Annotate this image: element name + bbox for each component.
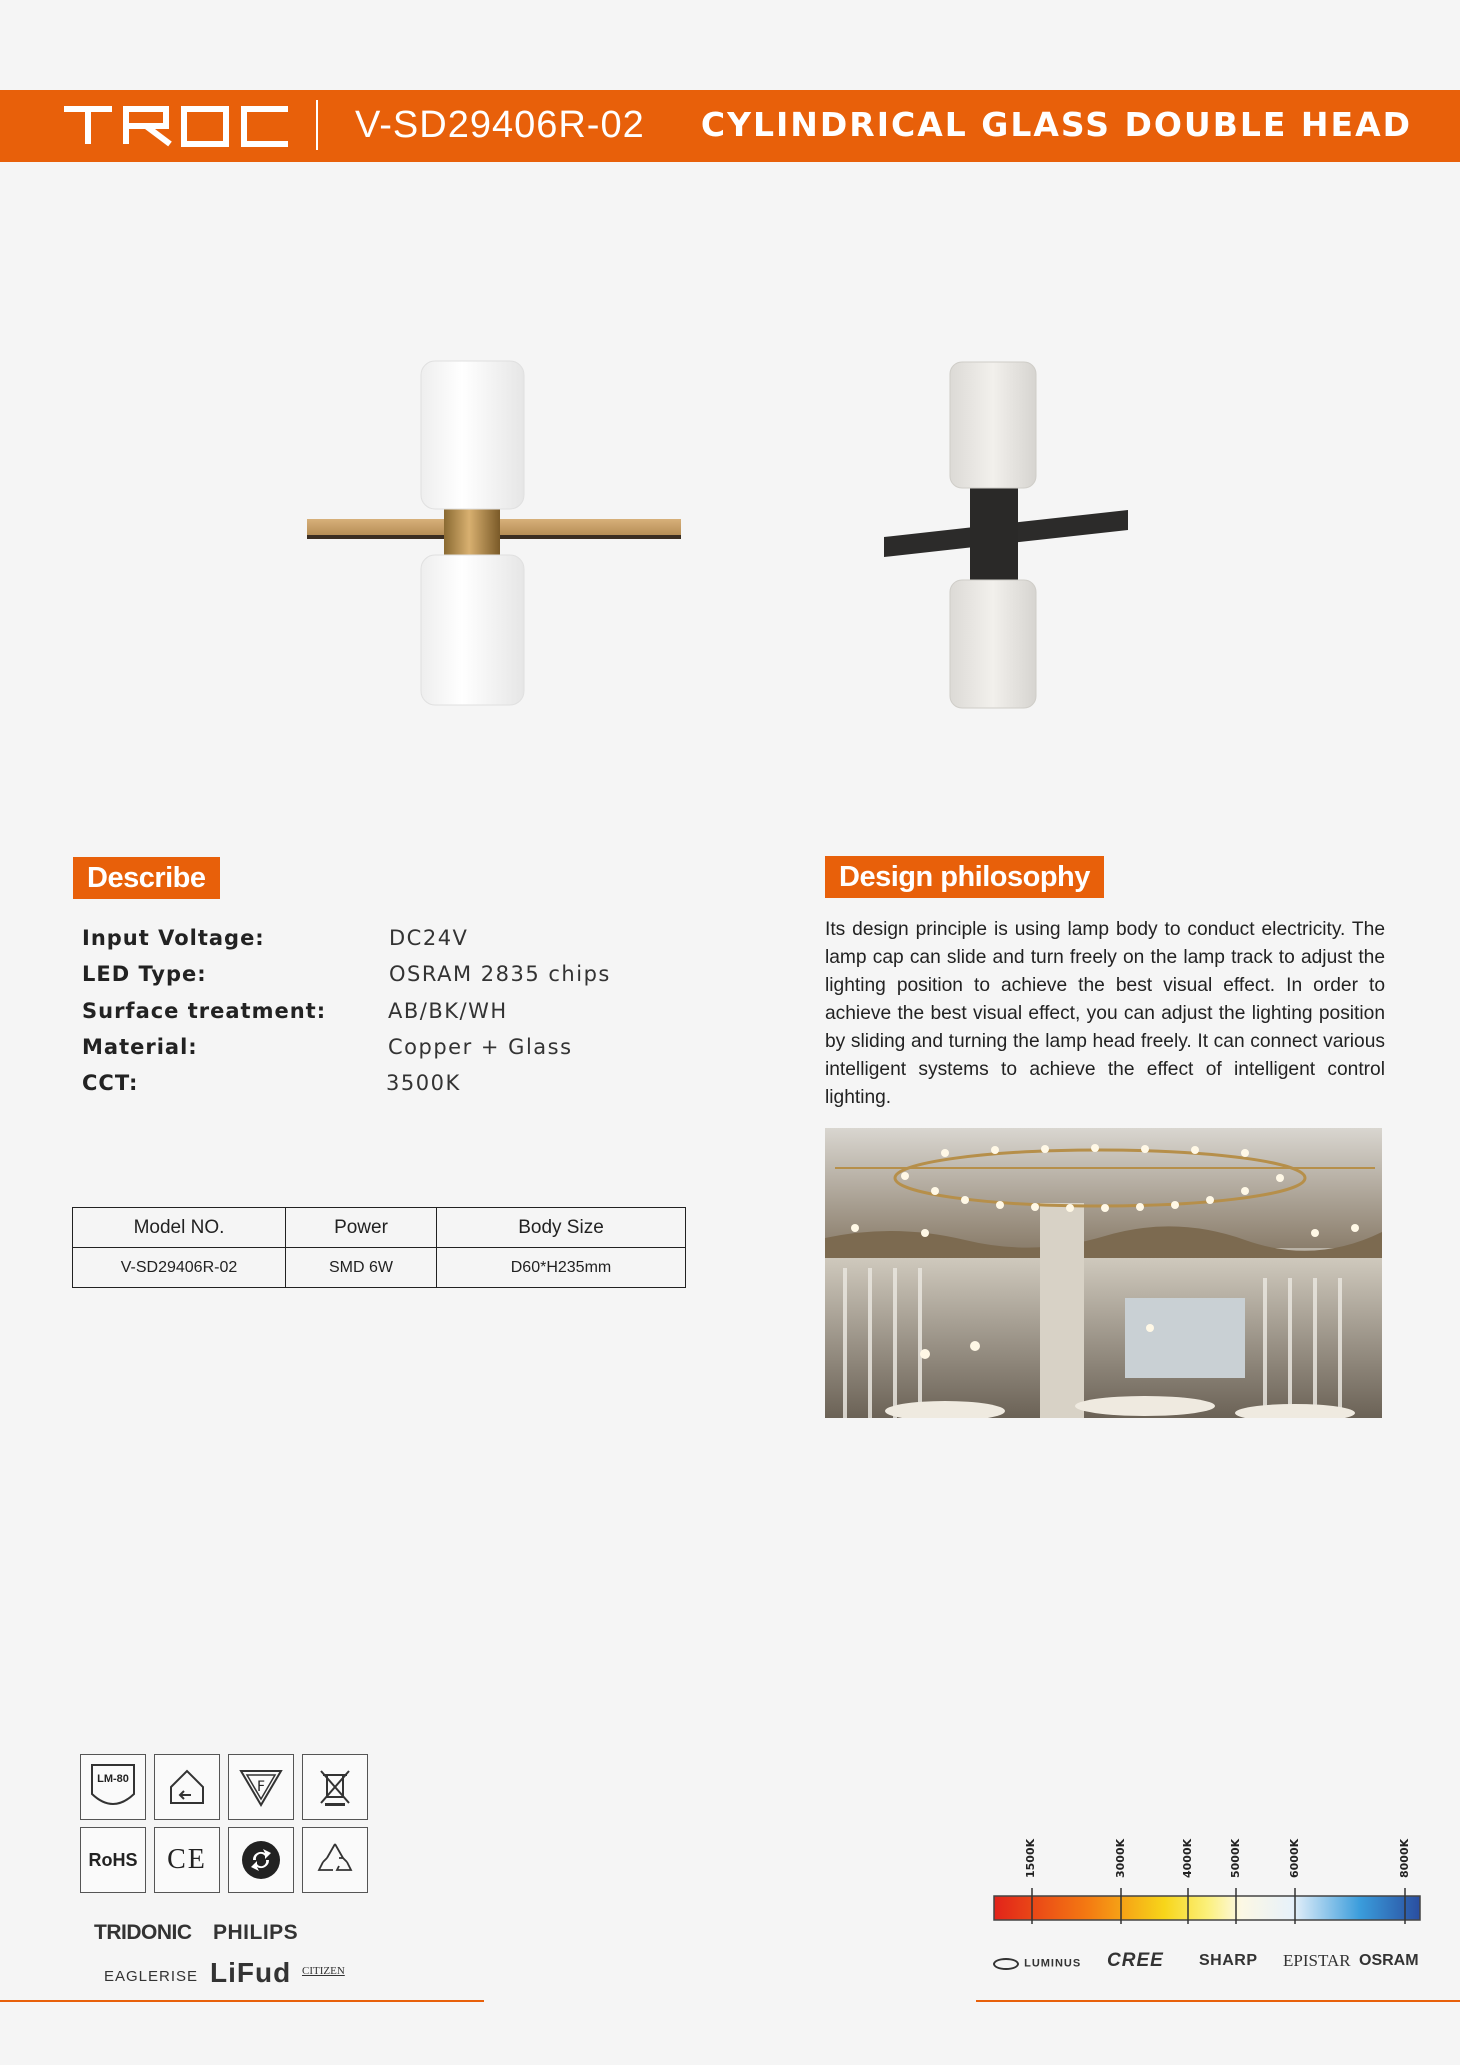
spec-value-led-type: OSRAM 2835 chips <box>389 962 611 986</box>
header-separator <box>316 100 318 150</box>
product-name: CYLINDRICAL GLASS DOUBLE HEAD <box>700 105 1412 144</box>
table-cell-model: V-SD29406R-02 <box>73 1248 286 1288</box>
spec-label-surface: Surface treatment: <box>82 999 327 1023</box>
cct-label-8000k: 8000K <box>1398 1838 1411 1878</box>
svg-text:F: F <box>256 1779 266 1795</box>
table-header-model: Model NO. <box>73 1208 286 1248</box>
cct-label-5000k: 5000K <box>1229 1838 1242 1878</box>
spec-value-input-voltage: DC24V <box>389 926 469 950</box>
brand-lifud: LiFud <box>210 1957 292 1988</box>
cct-label-1500k: 1500K <box>1024 1838 1037 1878</box>
recycle-icon <box>302 1827 368 1893</box>
luminus-swoosh-icon <box>993 1958 1019 1970</box>
rohs-cert-icon <box>80 1827 146 1893</box>
footer-line-left <box>0 2000 484 2002</box>
ce-cert-icon <box>154 1827 220 1893</box>
cct-color-bar <box>990 1882 1424 1930</box>
cct-label-3000k: 3000K <box>1114 1838 1127 1878</box>
footer-line-right <box>976 2000 1460 2002</box>
product-image-brass <box>300 355 690 715</box>
spec-label-led-type: LED Type: <box>82 962 207 986</box>
spec-label-cct: CCT: <box>82 1071 139 1095</box>
table-header-power: Power <box>286 1208 437 1248</box>
design-philosophy-title: Design philosophy <box>825 856 1104 898</box>
brand-luminus <box>993 1953 1081 1972</box>
f-mark-icon <box>228 1754 294 1820</box>
rohs-text: RoHS <box>88 1849 138 1870</box>
ce-text: CE <box>167 1844 207 1875</box>
product-image-black <box>880 360 1140 710</box>
green-dot-icon <box>228 1827 294 1893</box>
spec-label-material: Material: <box>82 1035 198 1059</box>
troc-logo <box>62 104 290 148</box>
header-bar <box>0 90 1460 162</box>
brand-cree: CREE <box>1107 1950 1164 1971</box>
indoor-use-icon <box>154 1754 220 1820</box>
table-row <box>73 1248 686 1288</box>
model-number: V-SD29406R-02 <box>355 104 645 146</box>
cct-label-4000k: 4000K <box>1181 1838 1194 1878</box>
weee-bin-icon <box>302 1754 368 1820</box>
cct-label-6000k: 6000K <box>1288 1838 1301 1878</box>
brand-luminus-text: LUMINUS <box>1024 1957 1082 1970</box>
spec-value-material: Copper + Glass <box>388 1035 573 1059</box>
table-cell-power: SMD 6W <box>286 1248 437 1288</box>
describe-title: Describe <box>73 857 220 899</box>
design-philosophy-text: Its design principle is using lamp body to conduct electricity. The lamp cap can slide and turn freely on the lamp track to adjust the lighting position to achieve the best visual effect. In order to achieve the best visual effect, you can adjust the lighting position by sliding and turning the lamp head freely. It can connect various intelligent systems to achieve the effect of intelligent control lighting. <box>825 919 1385 1108</box>
lm80-cert-icon <box>80 1754 146 1820</box>
brand-philips: PHILIPS <box>213 1921 299 1944</box>
table-header-body-size: Body Size <box>437 1208 686 1248</box>
brand-citizen: CITIZEN <box>302 1965 345 1977</box>
brand-sharp: SHARP <box>1199 1952 1258 1969</box>
table-cell-body-size: D60*H235mm <box>437 1248 686 1288</box>
spec-value-cct: 3500K <box>386 1071 461 1095</box>
interior-photo <box>825 1128 1382 1418</box>
brand-osram: OSRAM <box>1359 1952 1419 1969</box>
table-header-row <box>73 1208 686 1248</box>
brand-epistar: EPISTAR <box>1283 1951 1351 1970</box>
spec-label-input-voltage: Input Voltage: <box>82 926 265 950</box>
lm80-text: LM-80 <box>97 1773 129 1785</box>
brand-tridonic: TRIDONIC <box>94 1921 192 1944</box>
spec-value-surface: AB/BK/WH <box>388 999 508 1023</box>
spec-table <box>72 1207 686 1288</box>
brand-eaglerise: EAGLERISE <box>104 1968 199 1985</box>
